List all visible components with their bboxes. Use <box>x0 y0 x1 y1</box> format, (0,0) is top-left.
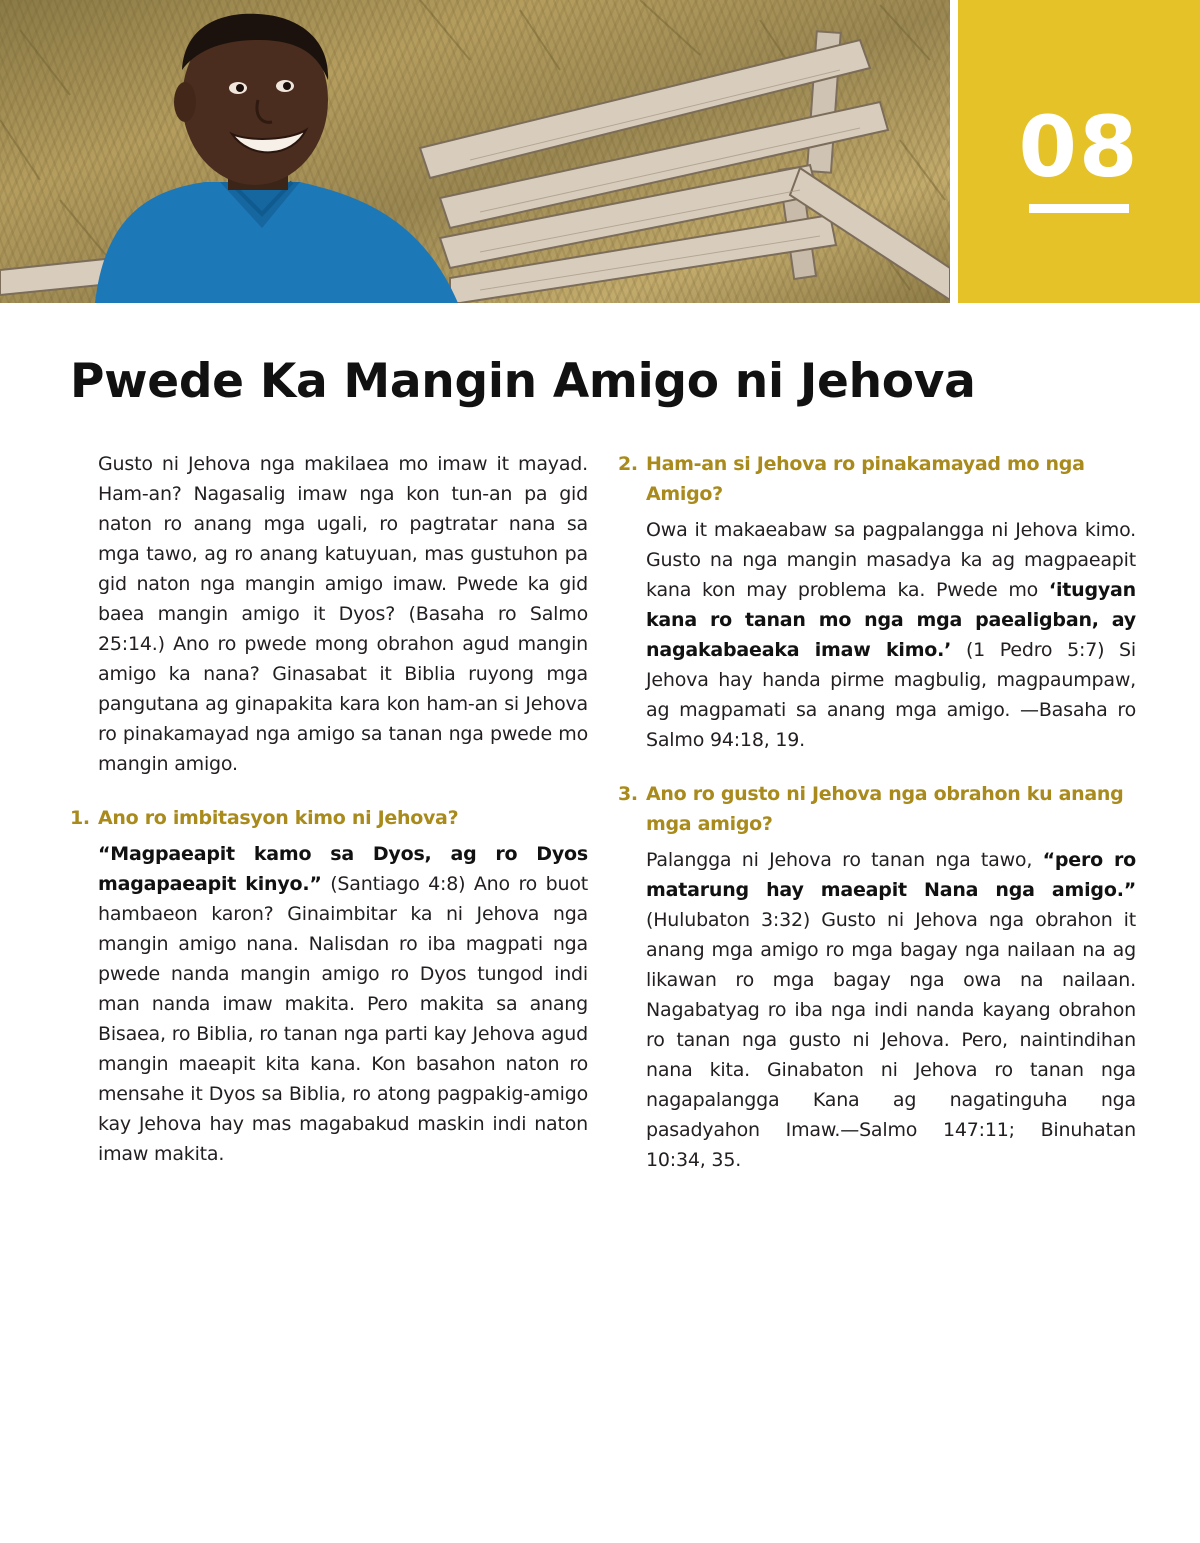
scripture-quote: “pero ro matarung hay maeapit Nana nga amigo.” <box>646 849 1137 901</box>
right-column <box>618 449 1136 1175</box>
question-number: 1. <box>70 807 90 829</box>
question-number: 2. <box>618 453 638 475</box>
left-column <box>70 449 588 1169</box>
question-text: Ham-an si Jehova ro pinakamayad mo nga Amigo? <box>646 453 1085 505</box>
question-3-answer <box>646 845 1136 1175</box>
question-text: Ano ro gusto ni Jehova nga obrahon ku anang mga amigo? <box>646 783 1124 835</box>
question-2-answer <box>646 515 1136 755</box>
answer-text: Palangga ni Jehova ro tanan nga tawo, <box>646 849 1043 871</box>
question-3-heading <box>618 779 1136 839</box>
page-title: Pwede Ka Mangin Amigo ni Jehova <box>70 354 976 409</box>
answer-text: (Hulubaton 3:32) Gusto ni Jehova nga obrahon it anang mga amigo ro mga bagay nga nailaan na ag likawan ro mga bagay nga owa na nailaan. Nagabatyag ro iba nga indi nanda kayang obrahon ro tanan nga gusto ni Jehova. Pero, naintindihan nana kita. Ginabaton ni Jehova ro tanan nga nagapalangga Kana ag nagatinguha nga pasadyahon Imaw.—Salmo 147:11; Binuhatan 10:34, 35. <box>646 909 1136 1171</box>
question-1-answer <box>98 839 588 1169</box>
question-text: Ano ro imbitasyon kimo ni Jehova? <box>98 807 459 829</box>
question-1-heading <box>70 803 588 833</box>
man-on-bench-illustration <box>0 0 950 303</box>
lesson-number: 08 <box>1018 98 1140 196</box>
answer-text: (1 Pedro 5:7) Si Jehova hay handa pirme magbulig, magpaumpaw, ag magpamati sa anang mga amigo. —Basaha ro Salmo 94:18, 19. <box>646 639 1136 751</box>
answer-text: (Santiago 4:8) Ano ro buot hambaeon karon? Ginaimbitar ka ni Jehova nga mangin amigo nana. Nalisdan ro iba magpati nga pwede nanda mangin amigo ro Dyos tungod indi man nanda imaw makita. Pero makita sa anang Bisaea, ro Biblia, ro tanan nga parti kay Jehova agud mangin maeapit kita kana. Kon basahon naton ro mensahe it Dyos sa Biblia, ro atong pagpakig-amigo kay Jehova hay mas magabakud maskin indi naton imaw makita. <box>98 873 588 1165</box>
intro-paragraph: Gusto ni Jehova nga makilaea mo imaw it mayad. Ham-an? Nagasalig imaw nga kon tun-an pa gid naton ro anang mga ugali, ro pagtratar nana sa mga tawo, ag ro anang katuyuan, mas gustuhon pa gid naton nga mangin amigo imaw. Pwede ka gid baea mangin amigo it Dyos? (Basaha ro Salmo 25:14.) Ano ro pwede mong obrahon agud mangin amigo ka nana? Ginasabat it Biblia ruyong mga pangutana ag ginapakita kara kon ham-an si Jehova ro pinakamayad nga amigo sa tanan nga pwede mo mangin amigo. <box>98 453 588 775</box>
answer-text: Owa it makaeabaw sa pagpalangga ni Jehova kimo. Gusto na nga mangin masadya ka ag magpaeapit kana kon may problema ka. Pwede mo <box>646 519 1136 601</box>
header-photo <box>0 0 950 303</box>
lesson-number-box <box>958 0 1200 303</box>
question-number: 3. <box>618 783 638 805</box>
question-2-heading <box>618 449 1136 509</box>
scripture-quote: ‘itugyan kana ro tanan mo nga mga paealigban, ay nagakabaeaka imaw kimo.’ <box>646 579 1136 661</box>
scripture-quote: “Magpaeapit kamo sa Dyos, ag ro Dyos magapaeapit kinyo.” <box>98 843 588 895</box>
lesson-number-underline <box>1029 204 1129 213</box>
